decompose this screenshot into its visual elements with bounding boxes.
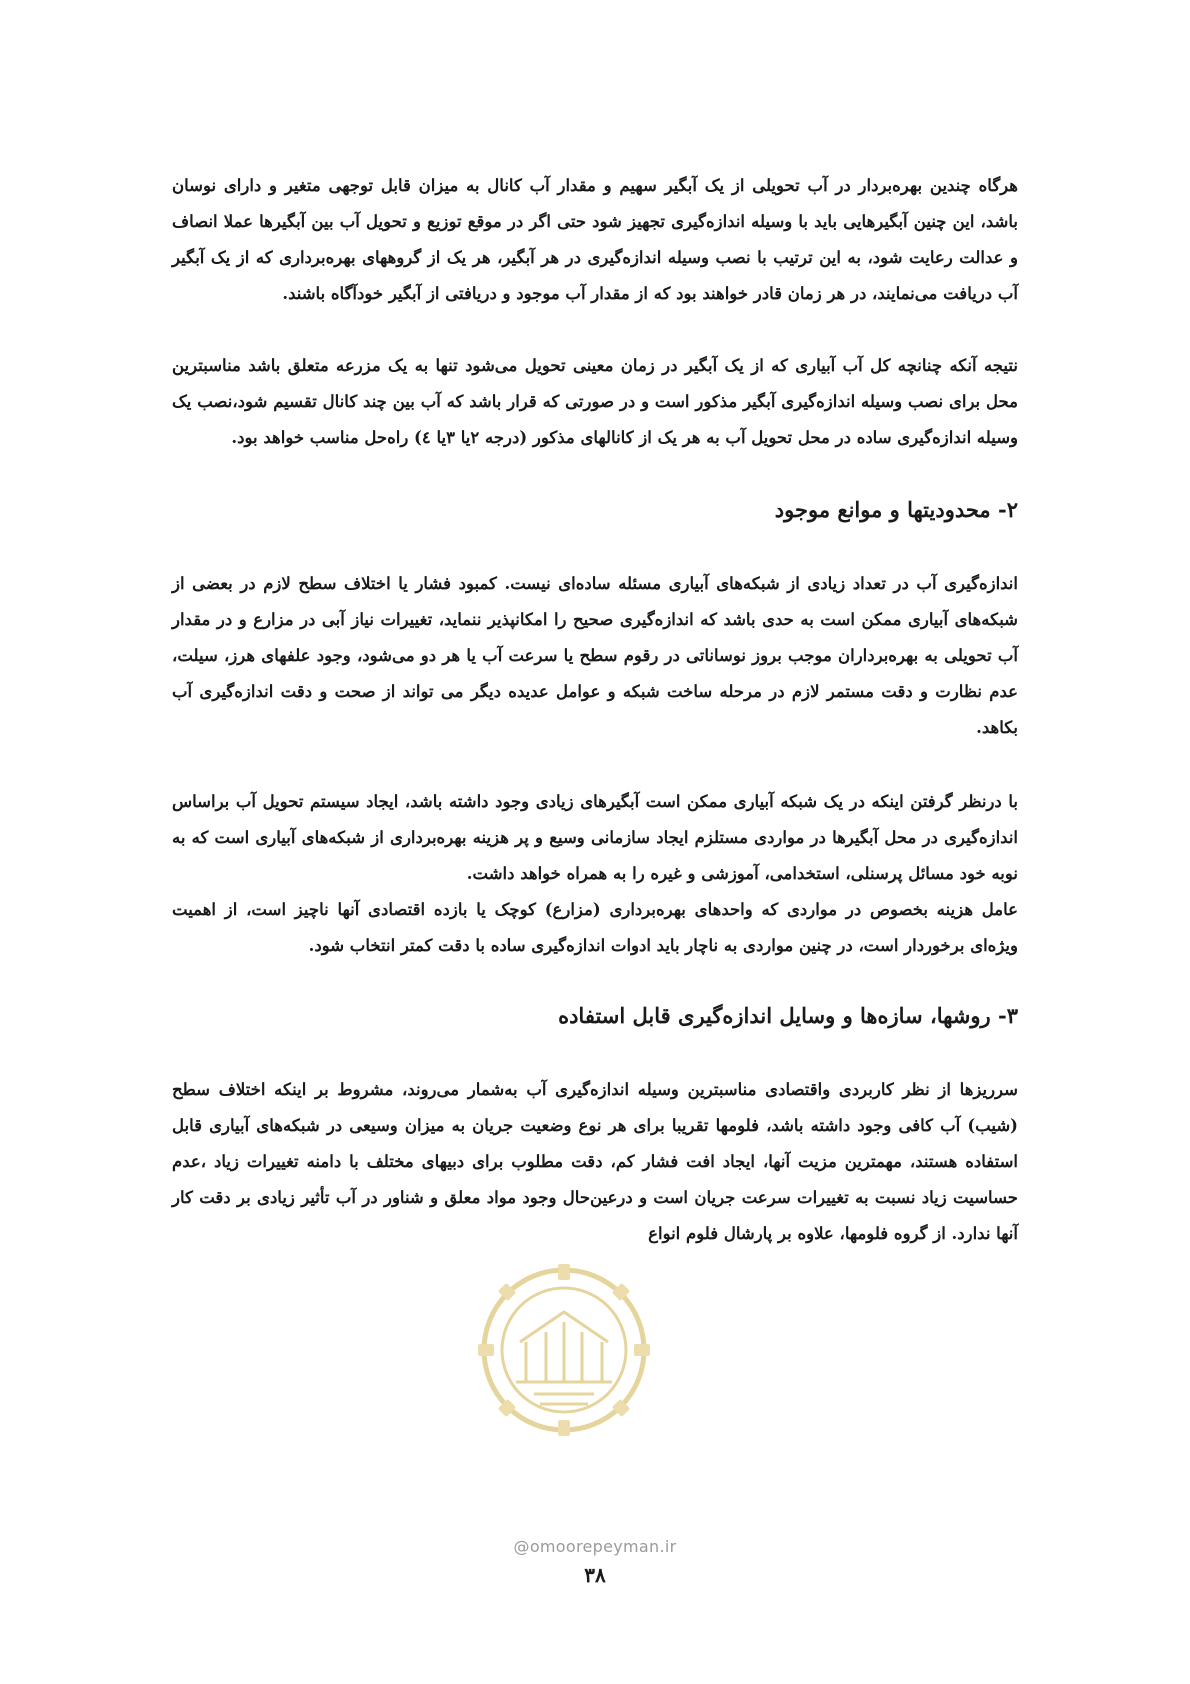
paragraph-6: سرریزها از نظر کاربردی واقتصادی مناسبترین وسیله اندازه‌گیری آب به‌شمار می‌روند، مشروط بر اینکه اختلاف سطح (شیب) آب کافی وجود داشته باشد، فلومها تقریبا برای هر نوع وضعیت جریان به میزان وسیعی در شبکه‌های آبیاری قابل استفاده هستند، مهمترین مزیت آنها، ایجاد افت فشار کم، دقت مطلوب برای دبیهای مختلف با دامنه تغییرات زیاد ،عدم حساسیت زیاد نسبت به تغییرات سرعت جریان است و درعین‌حال وجود مواد معلق و شناور در آب تأثیر زیادی بر دقت کار آنها ندارد. از گروه فلومها، علاوه بر پارشال فلوم انواع [172, 1080, 1018, 1243]
paragraph-3: اندازه‌گیری آب در تعداد زیادی از شبکه‌های آبیاری مسئله ساده‌ای نیست. کمبود فشار یا اختلاف سطح لازم در بعضی از شبکه‌های آبیاری ممکن است به حدی باشد که اندازه‌گیری صحیح را امکانپذیر ننماید، تغییرات نیاز آبی در مزارع و در مقدار آب تحویلی به بهره‌برداران موجب بروز نوساناتی در رقوم سطح یا سرعت آب یا هر دو می‌شود، وجود علفهای هرز، سیلت، عدم نظارت و دقت مستمر لازم در مرحله ساخت شبکه و عوامل عدیده دیگر می تواند از صحت و دقت اندازه‌گیری آب بکاهد. [172, 574, 1018, 737]
section-heading-2: ۲- محدودیتها و موانع موجود [774, 497, 1018, 522]
page-content [172, 168, 1018, 1252]
section-heading-3: ۳- روشها، سازه‌ها و وسایل اندازه‌گیری قابل استفاده [558, 1003, 1018, 1028]
page-number: ۳۸ [584, 1563, 606, 1587]
paragraph-5: عامل هزینه بخصوص در مواردی که واحدهای بهره‌برداری (مزارع) کوچک یا بازده اقتصادی آنها ناچیز است، از اهمیت ویژه‌ای برخوردار است، در چنین مواردی به ناچار باید ادوات اندازه‌گیری ساده با دقت کمتر انتخاب شود. [172, 900, 1018, 955]
paragraph-2: نتیجه آنکه چنانچه کل آب آبیاری که از یک آبگیر در زمان معینی تحویل می‌شود تنها به یک مزرعه متعلق باشد مناسبترین محل برای نصب وسیله اندازه‌گیری آبگیر مذکور است و در صورتی که قرار باشد که آب بین چند کانال تقسیم شود،نصب یک وسیله اندازه‌گیری ساده در محل تحویل آب به هر یک از کانالهای مذکور (درجه ۲یا ۳یا ٤) راه‌حل مناسب خواهد بود. [172, 356, 1018, 447]
paragraph-1: هرگاه چندین بهره‌بردار در آب تحویلی از یک آبگیر سهیم و مقدار آب کانال به میزان قابل توجهی متغیر و دارای نوسان باشد، این چنین آبگیرهایی باید با وسیله اندازه‌گیری تجهیز شود حتی اگر در موقع توزیع و تحویل آب بین آبگیرها عملا انصاف و عدالت رعایت شود، به این ترتیب با نصب وسیله اندازه‌گیری در هر آبگیر، هر یک از گروههای بهره‌برداری که از یک آبگیر آب دریافت می‌نمایند، در هر زمان قادر خواهند بود که از مقدار آب موجود و دریافتی از آبگیر خودآگاه باشند. [172, 176, 1018, 303]
paragraph-4: با درنظر گرفتن اینکه در یک شبکه آبیاری ممکن است آبگیرهای زیادی وجود داشته باشد، ایجاد سیستم تحویل آب براساس اندازه‌گیری در محل آبگیرها در مواردی مستلزم ایجاد سازمانی وسیع و پر هزینه بهره‌برداری از شبکه‌های آبیاری است که به نوبه خود مسائل پرسنلی، استخدامی، آموزشی و غیره را به همراه خواهد داشت. [172, 792, 1018, 883]
watermark-logo-icon [476, 1262, 652, 1438]
watermark-url: @omoorepeyman.ir [513, 1537, 677, 1556]
